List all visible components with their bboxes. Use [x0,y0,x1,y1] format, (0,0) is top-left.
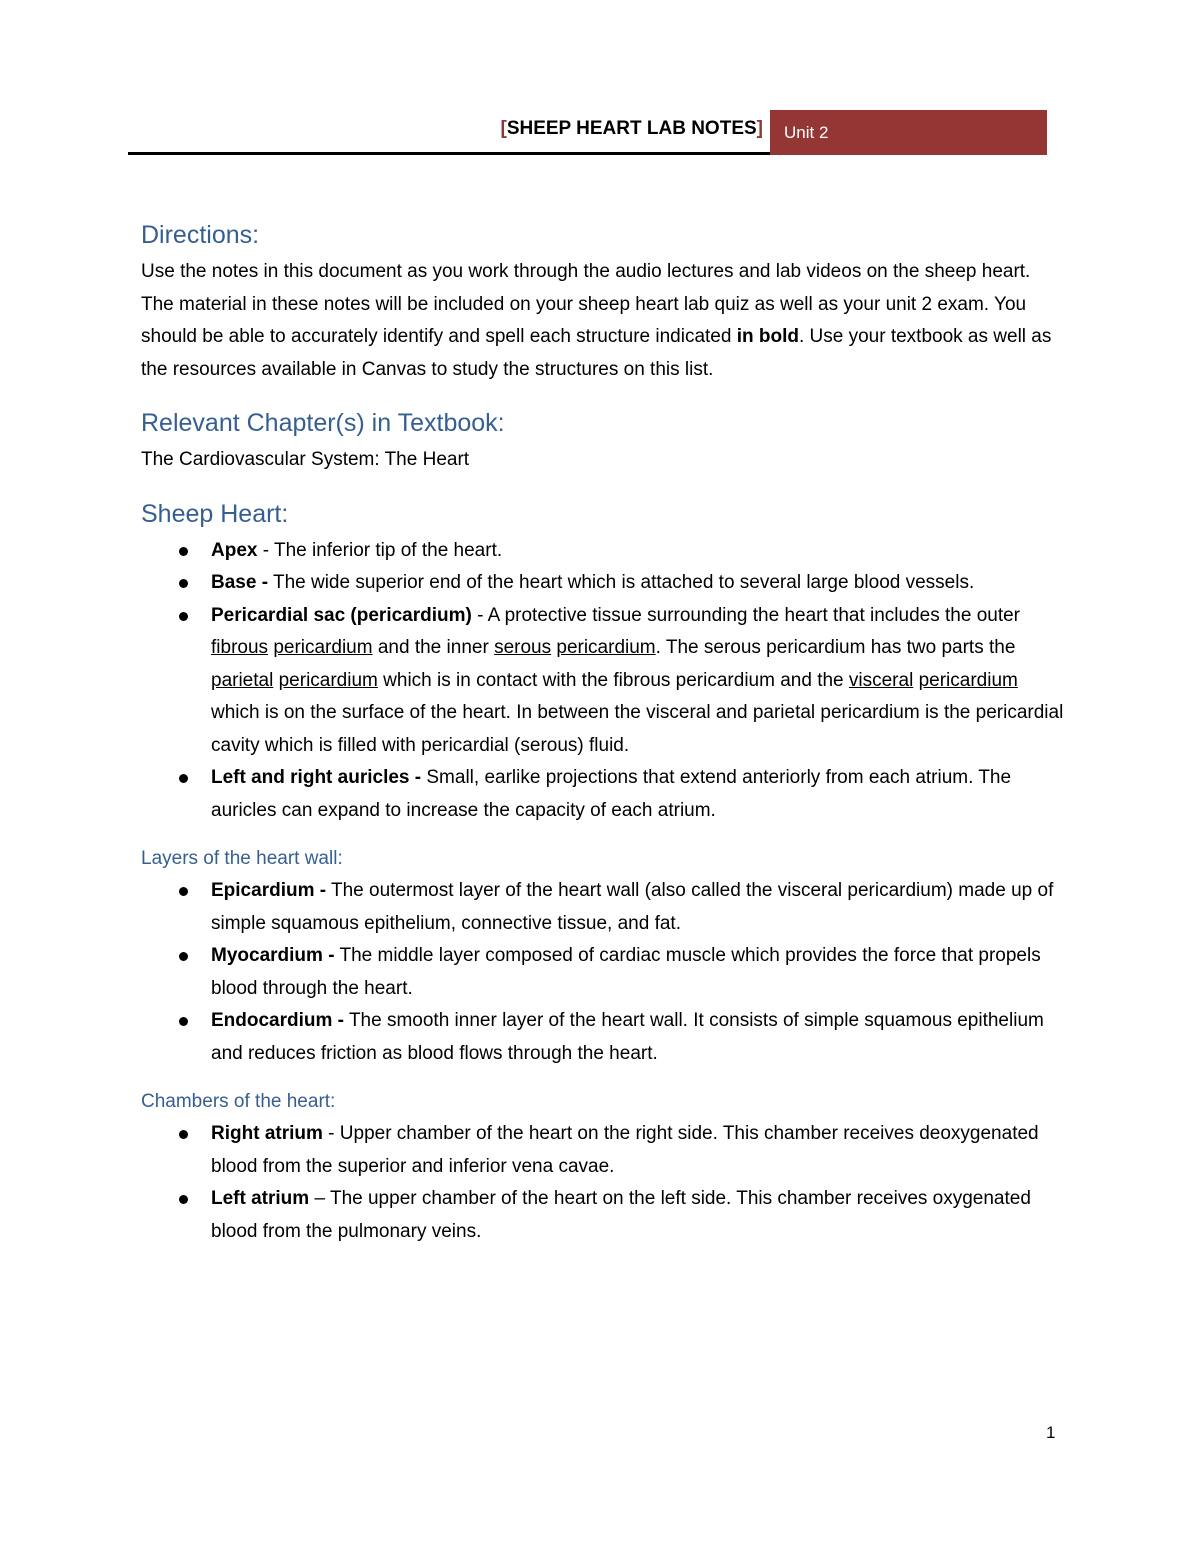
desc-myocardium: The middle layer composed of cardiac muscle which provides the force that propels blood through the heart. [211,945,1041,999]
desc-epicardium: The outermost layer of the heart wall (also called the visceral pericardium) made up of simple squamous epithelium, connective tissue, and fat. [211,880,1054,934]
desc-pericardium-1: - A protective tissue surrounding the heart that includes the outer [471,604,1021,626]
desc-auricles: Small, earlike projections that extend anteriorly from each atrium. The auricles can expand to increase the capacity of each atrium. [211,767,1012,821]
term-left-atrium: Left atrium [211,1188,310,1209]
header-rule [128,152,770,155]
underline-pericardium-2: pericardium [556,637,656,658]
list-item-base [141,567,1066,600]
term-myocardium: Myocardium - [211,945,335,966]
term-pericardium: Pericardial sac (pericardium) [211,604,472,626]
list-item-apex [141,535,1066,568]
layers-heading: Layers of the heart wall: [141,848,343,869]
list-item-left-atrium [141,1183,1066,1248]
sheep-heart-heading: Sheep Heart: [141,499,289,528]
desc-pericardium-3: . The serous pericardium has two parts the [655,637,1016,658]
desc-pericardium-2: and the inner [372,637,495,658]
directions-text-2: . Use your textbook as well as the resources available in Canvas to study the structures on this list. [141,326,1052,380]
document-body [141,218,1066,1248]
title-bracket-open: [ [500,118,507,139]
directions-heading: Directions: [141,221,260,249]
desc-right-atrium: - Upper chamber of the heart on the right side. This chamber receives deoxygenated blood from the superior and inferior vena cavae. [211,1123,1039,1177]
desc-left-atrium: – The upper chamber of the heart on the left side. This chamber receives oxygenated blood from the pulmonary veins. [211,1188,1031,1242]
underline-visceral: visceral [848,669,914,691]
underline-pericardium-4: pericardium [918,669,1018,691]
directions-bold: in bold [736,326,799,347]
underline-pericardium-1: pericardium [273,637,373,658]
title-bracket-close: ] [756,118,763,139]
underline-parietal: parietal [211,669,274,691]
term-auricles: Left and right auricles - [211,767,422,788]
underline-pericardium-3: pericardium [278,669,378,691]
desc-pericardium-5: which is on the surface of the heart. In between the visceral and parietal pericardium is the pericardial cavity which is filled with pericardial (serous) fluid. [211,702,1064,756]
list-item-auricles [141,762,1066,827]
layers-list [141,875,1066,1070]
chambers-heading: Chambers of the heart: [141,1091,336,1112]
term-endocardium: Endocardium - [211,1010,345,1031]
underline-serous: serous [494,637,552,658]
unit-badge: Unit 2 [770,110,1047,155]
directions-paragraph [141,256,1066,386]
document-title [500,118,763,140]
list-item-epicardium [141,875,1066,940]
title-text: SHEEP HEART LAB NOTES [506,118,757,139]
desc-pericardium-4: which is in contact with the fibrous pericardium and the [377,669,849,691]
desc-endocardium: The smooth inner layer of the heart wall. It consists of simple squamous epithelium and reduces friction as blood flows through the heart. [211,1010,1044,1064]
term-base: Base - [211,572,269,593]
underline-fibrous: fibrous [211,637,269,658]
page-number: 1 [1046,1423,1056,1442]
chambers-list [141,1118,1066,1248]
chapters-text: The Cardiovascular System: The Heart [141,449,470,470]
term-right-atrium: Right atrium [211,1123,323,1144]
page-header [128,110,1048,156]
term-epicardium: Epicardium - [211,880,327,901]
list-item-right-atrium [141,1118,1066,1183]
directions-text-1: Use the notes in this document as you work through the audio lectures and lab videos on the sheep heart. The material in these notes will be included on your sheep heart lab quiz as well as your unit 2 exam. You should be able to accurately identify and spell each structure indicated [141,261,1031,347]
list-item-myocardium [141,940,1066,1005]
desc-base: The wide superior end of the heart which is attached to several large blood vessels. [268,572,975,593]
desc-apex: - The inferior tip of the heart. [257,539,503,561]
sheep-heart-list [141,535,1066,828]
list-item-pericardium [141,600,1066,763]
list-item-endocardium [141,1005,1066,1070]
chapters-heading: Relevant Chapter(s) in Textbook: [141,409,505,437]
term-apex: Apex [211,539,258,561]
